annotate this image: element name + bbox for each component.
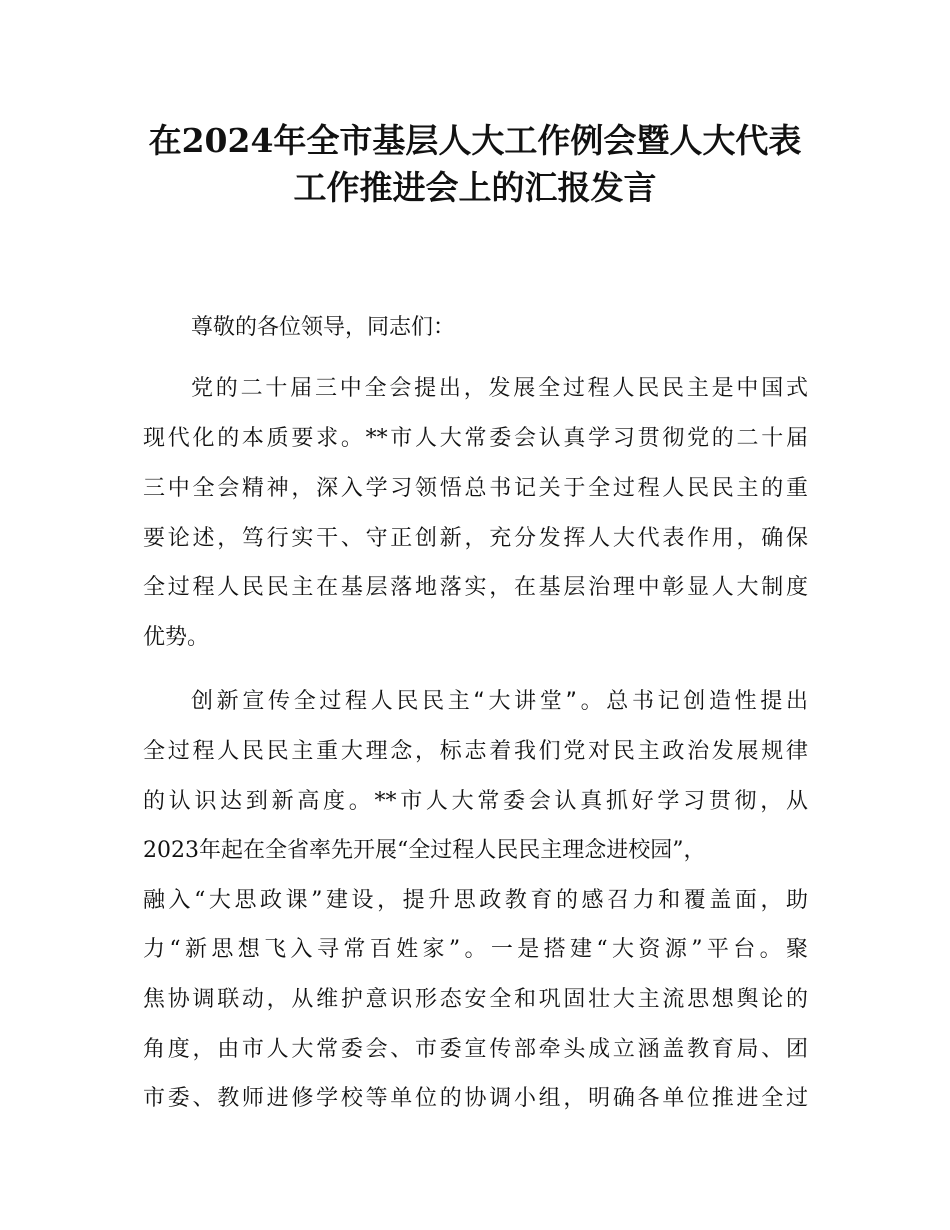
paragraph-1-line-5: 全过程人民民主在基层落地落实，在基层治理中彰显人大制度 xyxy=(143,575,808,600)
paragraph-2-line-1 xyxy=(191,685,808,719)
paragraph-2-line-8: 角度，由市人大常委会、市委宣传部牵头成立涵盖教育局、团 xyxy=(143,1037,808,1062)
paragraph-2-line-7: 焦协调联动，从维护意识形态安全和巩固壮大主流思想舆论的 xyxy=(143,987,808,1012)
paragraph-1-line-6: 优势。 xyxy=(143,625,210,650)
document-title-line-2: 工作推进会上的汇报发言 xyxy=(293,168,657,207)
paragraph-1-line-1: 党的二十届三中全会提出，发展全过程人民民主是中国式 xyxy=(191,376,808,401)
paragraph-2-line-2: 全过程人民民主重大理念，标志着我们党对民主政治发展规律 xyxy=(143,739,808,764)
paragraph-2-line-9: 市委、教师进修学校等单位的协调小组，明确各单位推进全过 xyxy=(143,1086,808,1111)
paragraph-2-line-3: 的认识达到新高度。**市人大常委会认真抓好学习贯彻，从 xyxy=(143,789,808,814)
section-heading: 创新宣传全过程人民民主“大讲堂”。 xyxy=(191,689,607,714)
paragraph-2-line-1-text: 总书记创造性提出 xyxy=(606,689,808,714)
document-title-line-1: 在2024年全市基层人大工作例会暨人大代表 xyxy=(148,121,802,160)
paragraph-1-line-2: 现代化的本质要求。**市人大常委会认真学习贯彻党的二十届 xyxy=(143,426,808,451)
paragraph-2-line-6: 力“新思想飞入寻常百姓家”。一是搭建“大资源”平台。聚 xyxy=(143,937,808,962)
paragraph-2-line-4: 2023年起在全省率先开展“全过程人民民主理念进校园”， xyxy=(143,838,706,863)
paragraph-1-line-3: 三中全会精神，深入学习领悟总书记关于全过程人民民主的重 xyxy=(143,476,808,501)
paragraph-1-line-4: 要论述，笃行实干、守正创新，充分发挥人大代表作用，确保 xyxy=(143,526,808,551)
paragraph-2-line-5: 融入“大思政课”建设，提升思政教育的感召力和覆盖面，助 xyxy=(143,888,808,913)
salutation: 尊敬的各位领导，同志们： xyxy=(191,315,456,340)
